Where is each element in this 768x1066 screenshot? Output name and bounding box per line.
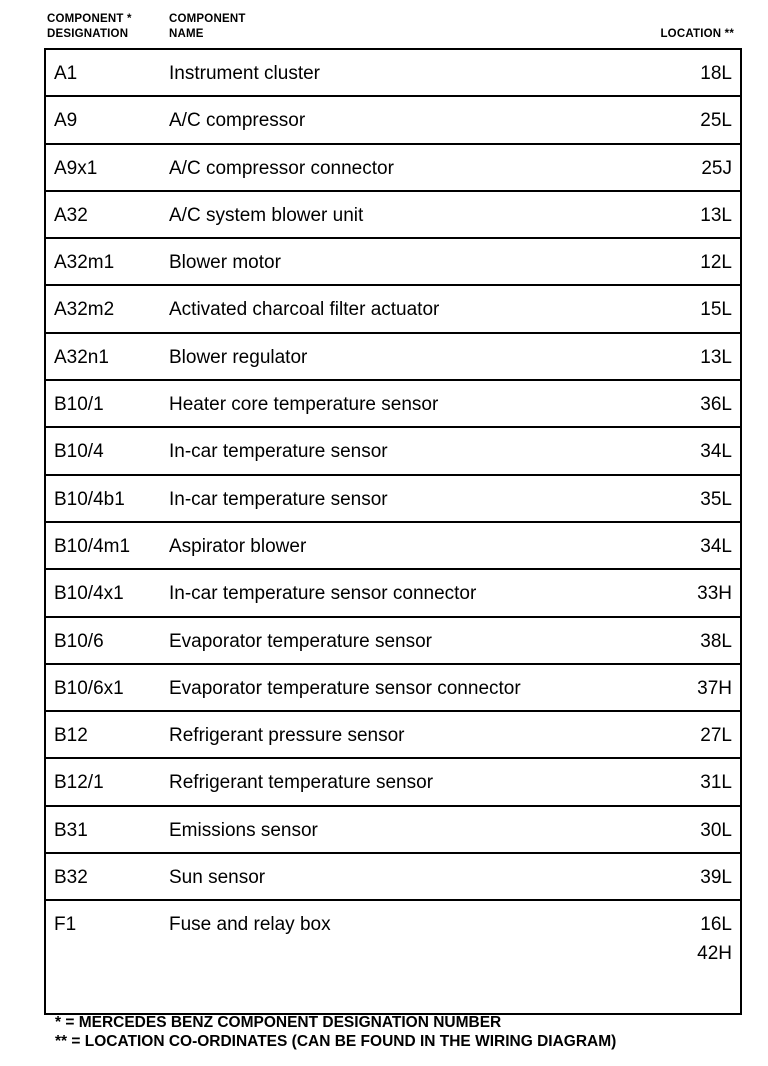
- component-location: [700, 347, 732, 369]
- component-designation: A1: [54, 63, 78, 84]
- component-designation: A32m1: [54, 252, 115, 274]
- component-designation: B10/4m1: [54, 535, 131, 557]
- component-designation: B10/1: [54, 394, 104, 416]
- location-coordinate: 33H: [697, 583, 732, 605]
- location-coordinate: 34L: [700, 441, 732, 463]
- header-designation: [47, 12, 132, 42]
- component-name: Fuse and relay box: [169, 914, 331, 936]
- header-designation-line1: COMPONENT *: [47, 13, 132, 25]
- table-row: [46, 428, 740, 475]
- component-designation: A32n1: [54, 346, 109, 368]
- location-coordinate: 35L: [700, 488, 732, 510]
- component-designation: B10/4b1: [54, 488, 125, 510]
- component-location: [700, 205, 732, 227]
- component-location: [700, 725, 732, 747]
- table-row: [46, 901, 740, 1013]
- component-location: [700, 252, 732, 274]
- component-location: [700, 299, 732, 321]
- footnotes: [55, 1013, 616, 1051]
- table-row: [46, 854, 740, 901]
- component-name: A/C compressor: [169, 110, 306, 132]
- location-coordinate: 13L: [700, 204, 732, 226]
- table-row: [46, 570, 740, 617]
- table-row: [46, 618, 740, 665]
- component-designation: B12: [54, 725, 88, 747]
- component-location: [700, 772, 732, 794]
- header-location: LOCATION **: [660, 28, 734, 40]
- location-coordinate: 31L: [700, 772, 732, 794]
- component-location: [700, 820, 732, 842]
- component-name: Activated charcoal filter actuator: [169, 299, 440, 321]
- location-coordinate: 25L: [700, 110, 732, 132]
- header-name-line2: NAME: [169, 28, 204, 40]
- location-coordinate: 42H: [697, 943, 732, 965]
- footnote-designation: * = MERCEDES BENZ COMPONENT DESIGNATION NUMBER: [55, 1014, 502, 1031]
- location-coordinate: 16L: [700, 914, 732, 936]
- component-location: [701, 158, 732, 180]
- header-designation-line2: DESIGNATION: [47, 28, 129, 40]
- table-row: [46, 759, 740, 806]
- component-location: [700, 441, 732, 463]
- location-coordinate: 18L: [700, 63, 732, 84]
- table-row: [46, 381, 740, 428]
- table-row: [46, 145, 740, 192]
- component-name: Aspirator blower: [169, 535, 307, 557]
- component-designation: B10/4: [54, 441, 104, 463]
- table-row: [46, 807, 740, 854]
- component-name: Evaporator temperature sensor: [169, 630, 432, 652]
- component-location: [700, 867, 732, 889]
- table-row: [46, 192, 740, 239]
- table-row: [46, 523, 740, 570]
- component-designation: B10/4x1: [54, 583, 124, 605]
- component-designation: B31: [54, 819, 88, 841]
- table-row: [46, 665, 740, 712]
- component-designation: F1: [54, 914, 77, 936]
- component-designation: B10/6x1: [54, 677, 124, 699]
- component-designation: A9x1: [54, 157, 98, 179]
- location-coordinate: 39L: [700, 867, 732, 889]
- table-row: [46, 97, 740, 144]
- header-name: [169, 12, 246, 42]
- component-location: [697, 678, 732, 700]
- component-name: A/C system blower unit: [169, 204, 364, 226]
- component-name: Blower motor: [169, 252, 281, 274]
- table-row: [46, 239, 740, 286]
- location-coordinate: 25J: [701, 157, 732, 179]
- location-coordinate: 37H: [697, 677, 732, 699]
- footnote-location: ** = LOCATION CO-ORDINATES (CAN BE FOUND IN THE WIRING DIAGRAM): [55, 1033, 617, 1050]
- component-location: [697, 583, 732, 605]
- component-location: [700, 63, 732, 85]
- location-coordinate: 34L: [700, 535, 732, 557]
- location-coordinate: 27L: [700, 725, 732, 747]
- component-location: [697, 914, 732, 965]
- location-coordinate: 36L: [700, 394, 732, 416]
- component-location: [700, 394, 732, 416]
- component-location: [700, 489, 732, 511]
- component-designation: A32: [54, 204, 88, 226]
- component-name: Refrigerant temperature sensor: [169, 772, 434, 794]
- component-designation: B10/6: [54, 630, 104, 652]
- table-row: [46, 334, 740, 381]
- component-location: [700, 536, 732, 558]
- location-coordinate: 13L: [700, 346, 732, 368]
- location-coordinate: 38L: [700, 630, 732, 652]
- component-name: Heater core temperature sensor: [169, 394, 439, 416]
- location-coordinate: 15L: [700, 299, 732, 321]
- component-location: [700, 631, 732, 653]
- location-coordinate: 30L: [700, 819, 732, 841]
- component-name: Sun sensor: [169, 867, 266, 889]
- component-designation: A32m2: [54, 299, 115, 321]
- component-name: Evaporator temperature sensor connector: [169, 677, 521, 699]
- component-name: Blower regulator: [169, 346, 308, 368]
- component-table: [44, 48, 742, 1015]
- component-name: Emissions sensor: [169, 819, 318, 841]
- component-designation: A9: [54, 110, 78, 132]
- component-name: Instrument cluster: [169, 63, 320, 84]
- component-name: In-car temperature sensor: [169, 441, 388, 463]
- component-name: In-car temperature sensor: [169, 488, 388, 510]
- table-row: [46, 50, 740, 97]
- component-name: Refrigerant pressure sensor: [169, 725, 405, 747]
- header-name-line1: COMPONENT: [169, 13, 246, 25]
- component-location: [700, 110, 732, 132]
- table-row: [46, 286, 740, 333]
- component-name: A/C compressor connector: [169, 157, 394, 179]
- component-designation: B32: [54, 867, 88, 889]
- component-name: In-car temperature sensor connector: [169, 583, 477, 605]
- location-coordinate: 12L: [700, 252, 732, 274]
- component-designation: B12/1: [54, 772, 104, 794]
- table-row: [46, 476, 740, 523]
- table-row: [46, 712, 740, 759]
